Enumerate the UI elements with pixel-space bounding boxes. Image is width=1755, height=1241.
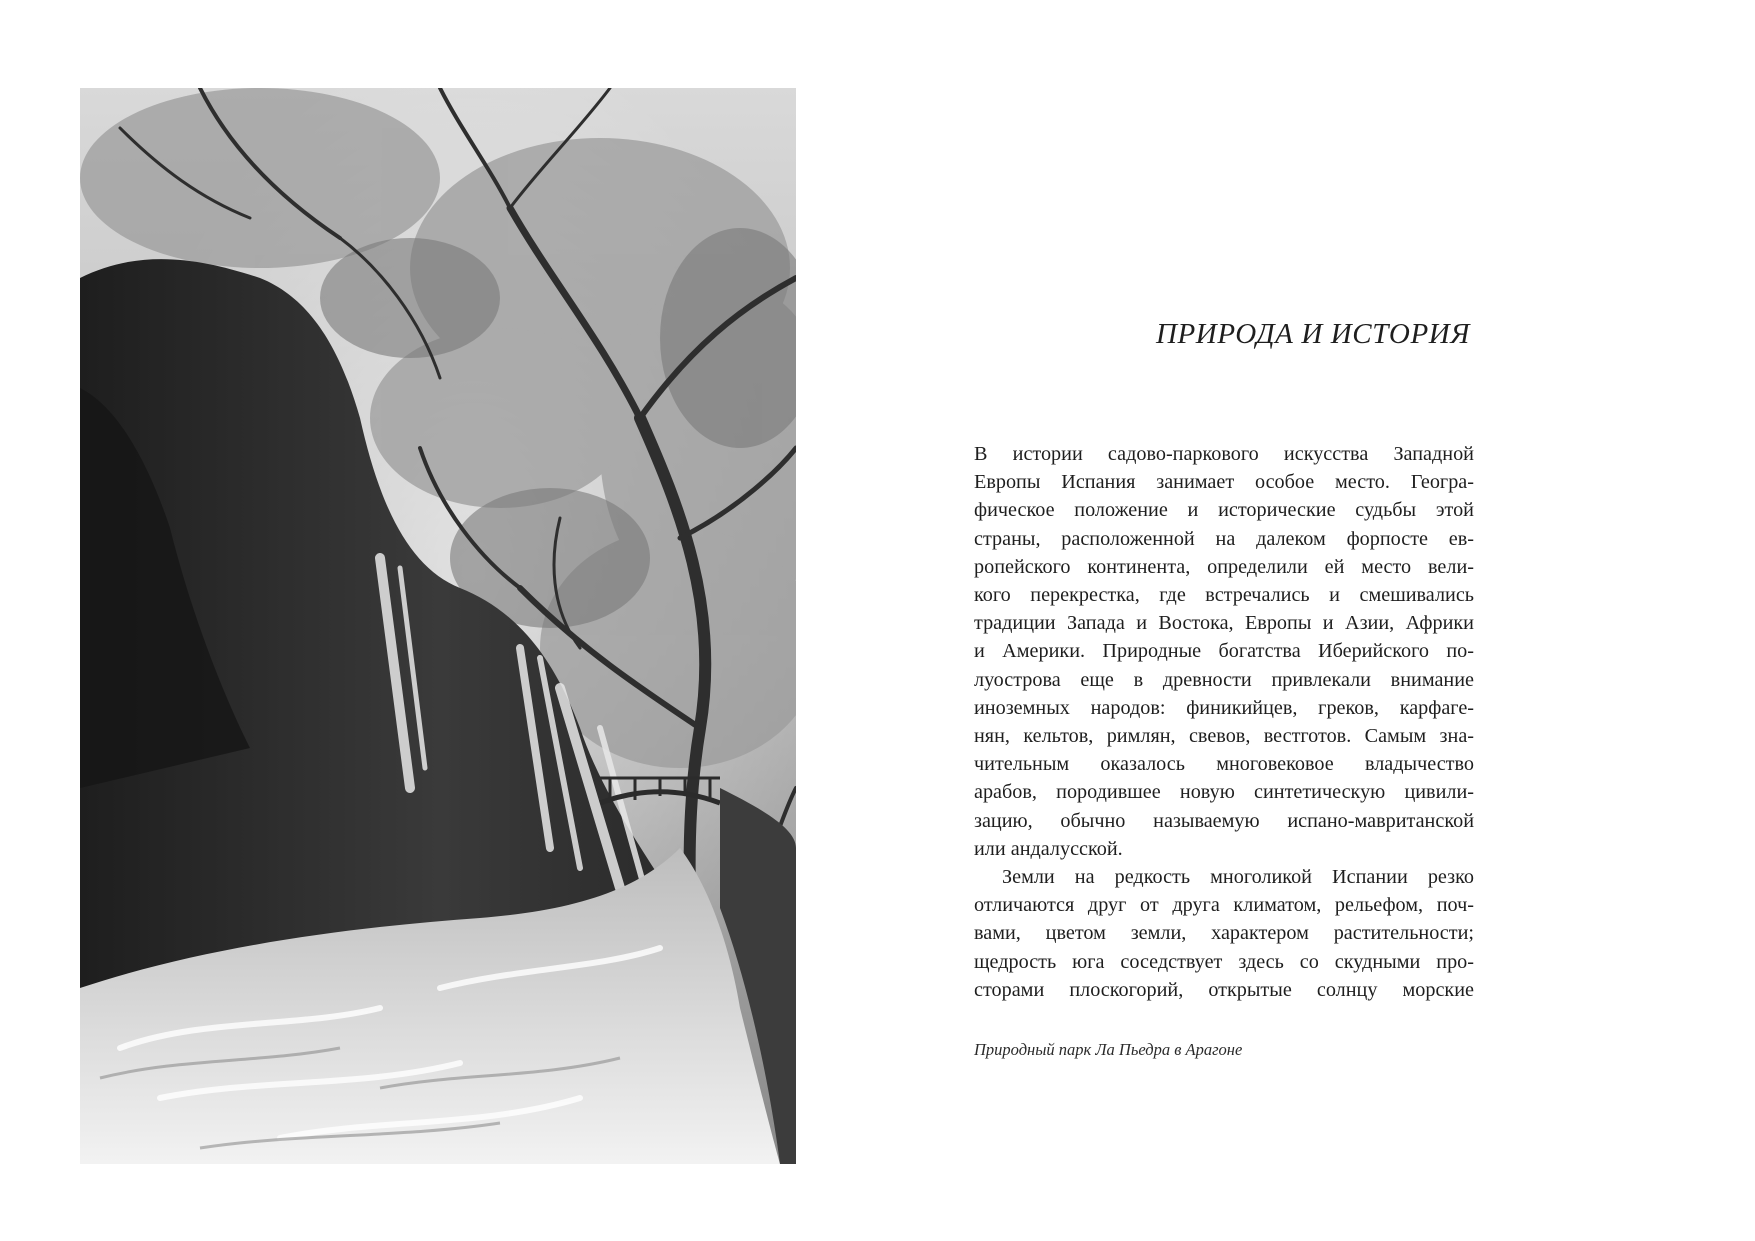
waterfall-photo xyxy=(80,88,796,1164)
photo-caption: Природный парк Ла Пьедра в Арагоне xyxy=(974,1040,1243,1059)
text-line: и Америки. Природные богатства Иберийского по- xyxy=(974,640,1474,663)
text-line: кого перекрестка, где встречались и смешивались xyxy=(974,584,1474,607)
text-line: фическое положение и исторические судьбы этой xyxy=(974,499,1474,522)
text-line: Европы Испания занимает особое место. Геогра- xyxy=(974,471,1474,494)
text-line: В истории садово-паркового искусства Западной xyxy=(974,443,1474,465)
text-line: луострова еще в древности привлекали внимание xyxy=(974,668,1474,691)
text-line: традиции Запада и Востока, Европы и Азии, Африки xyxy=(974,612,1474,635)
text-line: арабов, породившее новую синтетическую цивили- xyxy=(974,781,1474,804)
text-line: щедрость юга соседствует здесь со скудными про- xyxy=(974,950,1474,973)
text-line: нян, кельтов, римлян, свевов, вестготов. Самым зна- xyxy=(974,725,1474,748)
text-line: зацию, обычно называемую испано-мавританской xyxy=(974,809,1474,832)
text-line: вами, цветом земли, характером растительности; xyxy=(974,922,1474,945)
body-text xyxy=(974,440,1474,1004)
text-line: ропейского континента, определили ей место вели- xyxy=(974,555,1474,578)
text-line: страны, расположенной на далеком форпосте ев- xyxy=(974,527,1474,550)
text-line: чительным оказалось многовековое владычество xyxy=(974,753,1474,776)
text-line: Земли на редкость многоликой Испании резко xyxy=(1002,866,1474,889)
text-line: иноземных народов: финикийцев, греков, карфаге- xyxy=(974,696,1474,719)
text-line: сторами плоскогорий, открытые солнцу морские xyxy=(974,978,1474,1001)
chapter-title: ПРИРОДА И ИСТОРИЯ xyxy=(1155,318,1470,350)
text-line: или андалусской. xyxy=(974,837,1123,860)
text-line: отличаются друг от друга климатом, рельефом, поч- xyxy=(974,894,1474,917)
waterfall-photo-illustration xyxy=(80,88,796,1164)
